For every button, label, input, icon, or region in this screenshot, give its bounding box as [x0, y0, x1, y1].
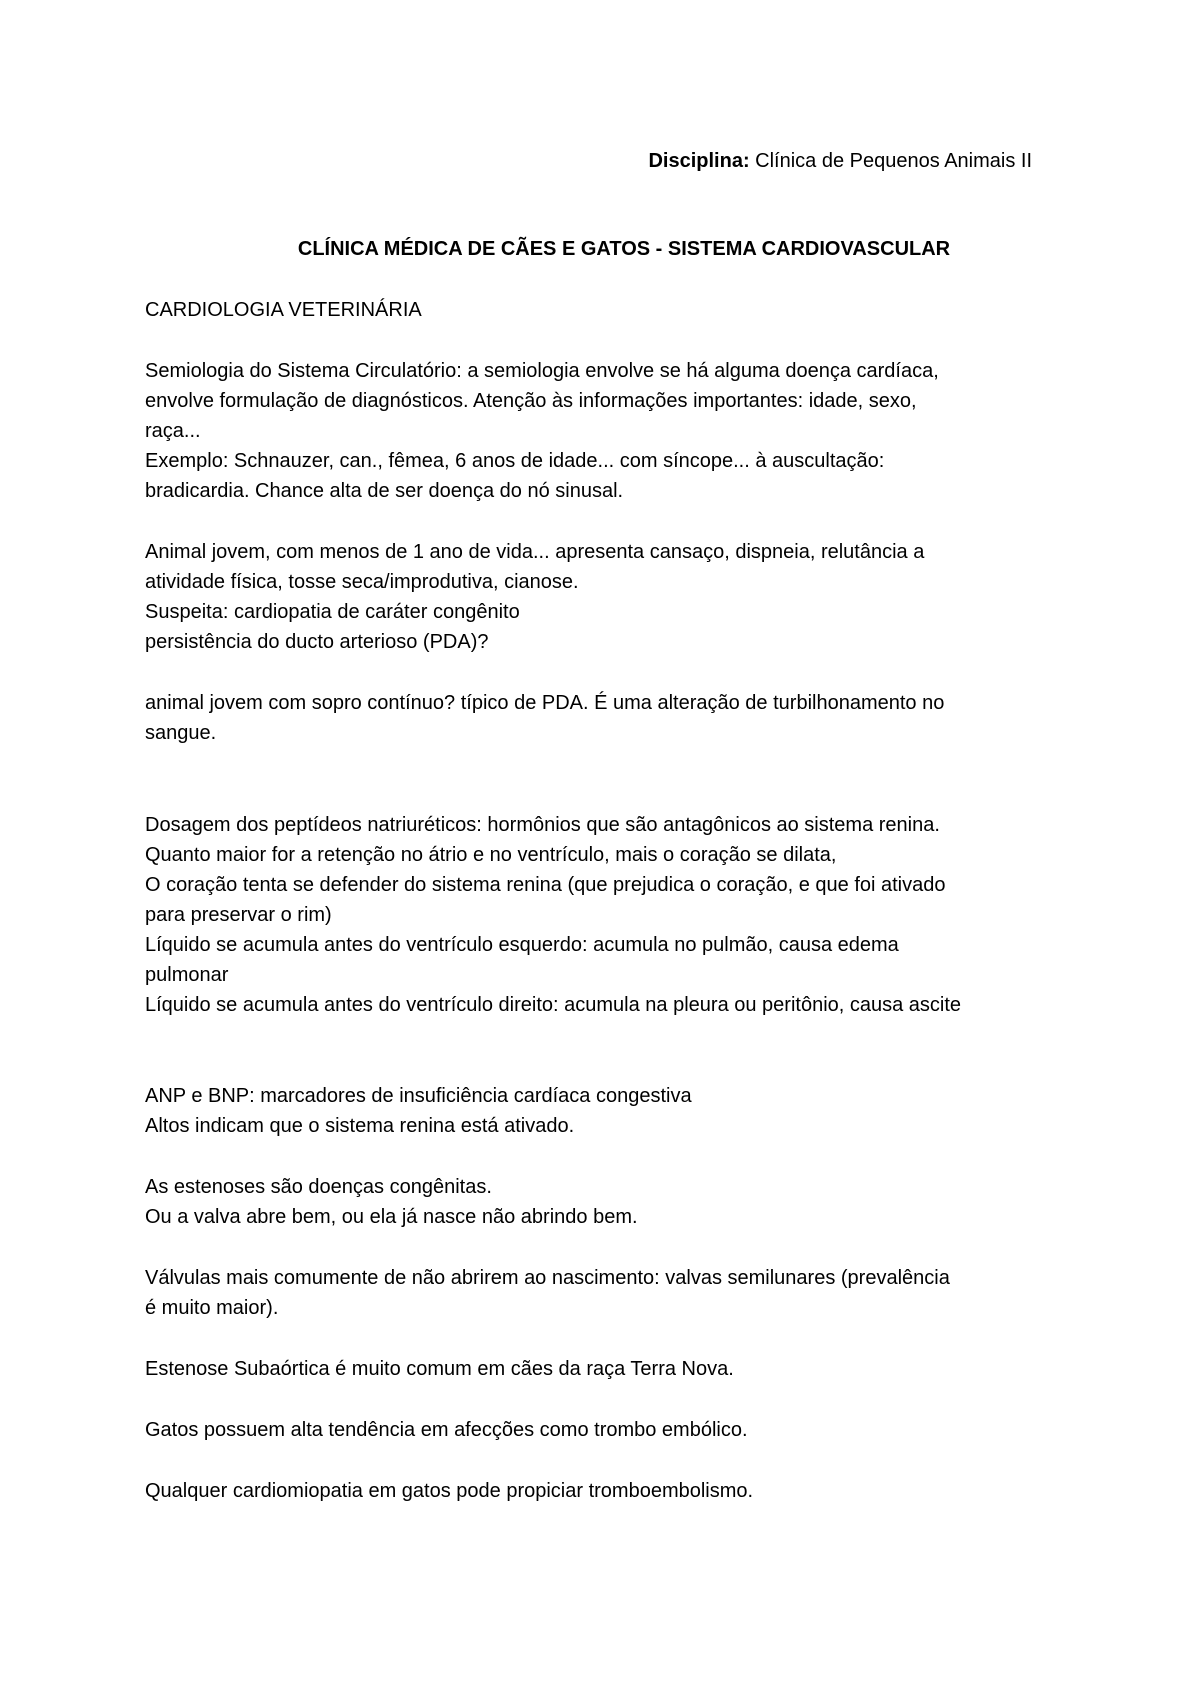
paragraph-line: Estenose Subaórtica é muito comum em cães da raça Terra Nova. [145, 1358, 734, 1380]
paragraph-line: envolve formulação de diagnósticos. Atenção às informações importantes: idade, sexo, [145, 390, 917, 412]
document-title: CLÍNICA MÉDICA DE CÃES E GATOS - SISTEMA CARDIOVASCULAR [297, 238, 951, 260]
paragraph-line: Dosagem dos peptídeos natriuréticos: hormônios que são antagônicos ao sistema renina. [145, 814, 940, 836]
paragraph-line: ANP e BNP: marcadores de insuficiência cardíaca congestiva [145, 1085, 692, 1107]
section-heading: CARDIOLOGIA VETERINÁRIA [145, 299, 422, 321]
paragraph-line: persistência do ducto arterioso (PDA)? [145, 631, 489, 653]
paragraph-line: Líquido se acumula antes do ventrículo esquerdo: acumula no pulmão, causa edema [145, 934, 899, 956]
paragraph-line: sangue. [145, 722, 217, 744]
paragraph-line: para preservar o rim) [145, 904, 332, 926]
paragraph-line: bradicardia. Chance alta de ser doença do nó sinusal. [145, 480, 624, 502]
discipline-header [648, 146, 1032, 176]
paragraph-line: O coração tenta se defender do sistema renina (que prejudica o coração, e que foi ativado [145, 874, 946, 896]
paragraph-line: atividade física, tosse seca/improdutiva, cianose. [145, 571, 579, 593]
paragraph-line: Suspeita: cardiopatia de caráter congênito [145, 601, 520, 623]
paragraph-line: Quanto maior for a retenção no átrio e no ventrículo, mais o coração se dilata, [145, 844, 837, 866]
paragraph-line: Semiologia do Sistema Circulatório: a semiologia envolve se há alguma doença cardíaca, [145, 360, 939, 382]
paragraph-line: animal jovem com sopro contínuo? típico de PDA. É uma alteração de turbilhonamento no [145, 692, 945, 714]
paragraph-line: Ou a valva abre bem, ou ela já nasce não abrindo bem. [145, 1206, 638, 1228]
paragraph-line: Altos indicam que o sistema renina está ativado. [145, 1115, 575, 1137]
paragraph-line: Gatos possuem alta tendência em afecções como trombo embólico. [145, 1419, 748, 1441]
discipline-label: Disciplina: [648, 150, 750, 172]
paragraph-line: Exemplo: Schnauzer, can., fêmea, 6 anos de idade... com síncope... à auscultação: [145, 450, 885, 472]
paragraph-line: As estenoses são doenças congênitas. [145, 1176, 492, 1198]
paragraph-line: Animal jovem, com menos de 1 ano de vida... apresenta cansaço, dispneia, relutância a [145, 541, 925, 563]
paragraph-line: Líquido se acumula antes do ventrículo direito: acumula na pleura ou peritônio, causa ascite [145, 994, 962, 1016]
discipline-value: Clínica de Pequenos Animais II [755, 150, 1032, 172]
paragraph-line: raça... [145, 420, 201, 442]
paragraph-line: Qualquer cardiomiopatia em gatos pode propiciar tromboembolismo. [145, 1480, 754, 1502]
paragraph-line: Válvulas mais comumente de não abrirem ao nascimento: valvas semilunares (prevalência [145, 1267, 950, 1289]
paragraph-line: é muito maior). [145, 1297, 279, 1319]
paragraph-line: pulmonar [145, 964, 229, 986]
